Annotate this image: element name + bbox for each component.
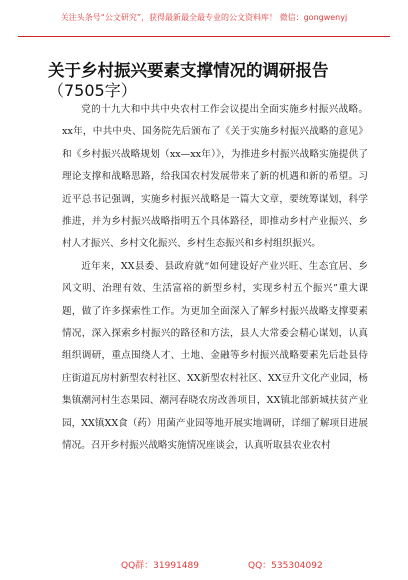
document-title: 关于乡村振兴要素支撑情况的调研报告 bbox=[48, 61, 329, 80]
footer bbox=[0, 558, 408, 572]
footer-qq-group: QQ群：31991489 bbox=[121, 561, 199, 571]
header-banner bbox=[18, 0, 390, 37]
footer-qq: QQ：535304092 bbox=[248, 561, 323, 571]
header-banner-text: 关注头条号“公文研究”，获得最新最全最专业的公文资料库！ 微信：gongwenyj bbox=[60, 13, 348, 22]
document-body bbox=[62, 99, 368, 458]
paragraph-2: 近年来，XX县委、县政府就“如何建设好产业兴旺、生态宜居、乡风文明、治理有效、生活富裕的新型乡村，实现乡村五个振兴”重大课题，做了许多探索性工作。为更加全面深入了解乡村振兴战略支撑要素情况，深入探索乡村振兴的路径和方法，县人大常委会精心谋划，认真组织调研，重点围绕人才、土地、金融等乡村振兴战略要素先后赴县侍庄街道瓦房村新型农村社区、XX新型农村社区、XX豆升文化产业园，杨集镇潮河村生态果园、潮河春晓农房改善项目，XX镇北部新城扶贫产业园，XX镇XX食（药）用菌产业园等地开展实地调研，详细了解项目进展情况。召开乡村振兴战略实施情况座谈会，认真听取县农业农村 bbox=[62, 260, 368, 452]
document-subtitle: （7505字） bbox=[48, 81, 137, 100]
paragraph-1: 党的十九大和中共中央农村工作会议提出全面实施乡村振兴战略。xx年，中共中央、国务院先后颁布了《关于实施乡村振兴战略的意见》和《乡村振兴战略规划（xx—xx年）》，为推进乡村振兴战略实施提供了理论支撑和战略思路，给我国农村发展带来了新的机遇和新的希望。习近平总书记强调，实施乡村振兴战略是一篇大文章，要统筹谋划，科学推进，并为乡村振兴战略指明五个具体路径，即推动乡村产业振兴、乡村人才振兴、乡村文化振兴、乡村生态振兴和乡村组织振兴。 bbox=[62, 104, 368, 250]
